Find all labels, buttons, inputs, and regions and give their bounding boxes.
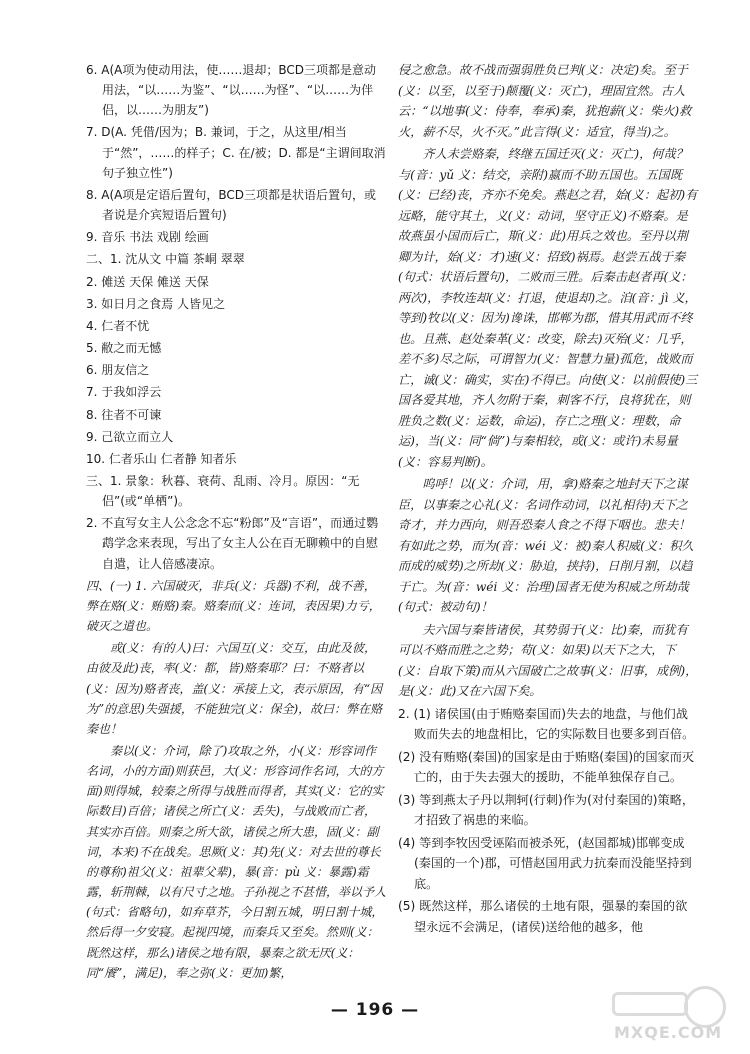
- left-paragraph: 三、1. 景象：秋暮、衰荷、乱雨、冷月。原因：“无侣”(或“单栖”)。: [86, 473, 360, 509]
- right-paragraph: 侵之愈急。故不战而强弱胜负已判(义：决定)矣。至于(义：以至，以至于)颠覆(义：灭亡)，理固宜然。古人云：“以地事(义：侍奉，奉承)秦，犹抱薪(义：柴火)救火，薪不尽，火不灭。”此言得(义：适宜，得当)之。: [398, 63, 692, 139]
- left-paragraph: 10. 仁者乐山 仁者静 知者乐: [86, 451, 237, 466]
- right-paragraph: (3) 等到燕太子丹以荆轲(行刺)作为(对付秦国的)策略，才招致了祸患的来临。: [398, 792, 695, 827]
- left-paragraph: 或(义：有的人)曰：六国互(义：交互，由此及彼，由彼及此)丧，率(义：都，皆)赂秦耶？曰：不赂者以(义：因为)赂者丧，盖(义：承接上文，表示原因，有“因为”的意思)失强援，不能独完(义：保全)，故曰：弊在赂秦也！: [86, 641, 383, 736]
- left-column: [86, 60, 386, 985]
- left-paragraph: 7. D(A. 凭借/因为；B. 兼词，于之，从这里/相当于“然”，……的样子；C. 在/被；D. 都是“主谓间取消句子独立性”): [86, 125, 386, 180]
- right-paragraph: (5) 既然这样，那么诸侯的土地有限，强暴的秦国的欲望永远不会满足，(诸侯)送给他的越多，他: [398, 899, 688, 934]
- right-paragraph: 齐人未尝赂秦，终继五国迁灭(义：灭亡)，何哉？与(音：yǔ 义：结交，亲附)嬴而不助五国也。五国既(义：已经)丧，齐亦不免矣。燕赵之君，始(义：起初)有远略，能守其土，义(义：动词，坚守正义)不赂秦。是故燕虽小国而后亡，斯(义：此)用兵之效也。至丹以荆卿为计，始(义：才)速(义：招致)祸焉。赵尝五战于秦(句式：状语后置句)，二败而三胜。后秦击赵者再(义：两次)，李牧连却(义：打退，使退却)之。洎(音：jì 义，等到)牧以(义：因为)谗诛，邯郸为郡，惜其用武而不终也。且燕、赵处秦革(义：改变，除去)灭殆(义：几乎，差不多)尽之际，可谓智力(义：智慧力量)孤危，战败而亡，诚(义：确实，实在)不得已。向使(义：以前假使)三国各爱其地，齐人勿附于秦，刺客不行，良将犹在，则胜负之数(义：运数，命运)，存亡之理(义：理数，命运)，当(义：同“倘”)与秦相较，或(义：或许)未易量(义：容易判断)。: [398, 147, 698, 469]
- left-paragraph: 3. 如日月之食焉 人皆见之: [86, 296, 226, 311]
- right-column: [398, 60, 698, 939]
- right-paragraph: 呜呼！以(义：介词，用，拿)赂秦之地封天下之谋臣，以事秦之心礼(义：名词作动词，以礼相待)天下之奇才，并力西向，则吾恐秦人食之不得下咽也。悲夫！有如此之势，而为(音：wéi 义：被)秦人积威(义：积久而成的威势)之所劫(义：胁迫，挟持)，日削月割，以趋于亡。为(音：wéi 义：治理)国者无使为积威之所劫哉(句式：被动句)！: [398, 477, 694, 614]
- left-paragraph: 9. 音乐 书法 戏剧 绘画: [86, 230, 209, 245]
- right-paragraph: (4) 等到李牧因受诬陷而被杀死，(赵国都城)邯郸变成(秦国的一个)郡，可惜赵国用武力抗秦而没能坚持到底。: [398, 835, 692, 891]
- right-paragraph: (2) 没有贿赂(秦国)的国家是由于贿赂(秦国)的国家而灭亡的，由于失去强大的援助，不能单独保存自己。: [398, 749, 695, 784]
- left-paragraph: 6. 朋友信之: [86, 363, 150, 378]
- right-paragraph: 夫六国与秦皆诸侯，其势弱于(义：比)秦，而犹有可以不赂而胜之之势；苟(义：如果)以天下之大，下(义：自取下策)而从六国破亡之故事(义：旧事，成例)，是(义：此)又在六国下矣。: [398, 622, 698, 698]
- right-paragraph: 2. (1) 诸侯国(由于贿赂秦国而)失去的地盘，与他们战败而失去的地盘相比，它的实际数目也要多到百倍。: [398, 706, 695, 741]
- left-paragraph: 秦以(义：介词，除了)攻取之外，小(义：形容词作名词，小的方面)则获邑，大(义：形容词作名词，大的方面)则得城，较秦之所得与战胜而得者，其实(义：它的实际数目)百倍；诸侯之所亡(义：丢失)，与战败而亡者，其实亦百倍。则秦之所大欲，诸侯之所大患，固(义：副词，本来)不在战矣。思厥(义：其)先(义：对去世的尊长的尊称)祖父(义：祖辈父辈)，暴(音：pù 义：暴露)霜露，斩荆棘，以有尺寸之地。子孙视之不甚惜，举以予人(句式：省略句)，如弃草芥，今日割五城，明日割十城，然后得一夕安寝。起视四境，而秦兵又至矣。然则(义：既然这样，那么)诸侯之地有限，暴秦之欲无厌(义：同“餍”，满足)，奉之弥(义：更加)繁，: [86, 744, 387, 980]
- left-paragraph: 二、1. 沈从文 中篇 茶峒 翠翠: [86, 252, 245, 267]
- left-paragraph: 2. 不直写女主人公念念不忘“粉郎”及“言语”，而通过鹦鹉学念来表现，写出了女主人公在百无聊赖中的自慰自遣，让人倍感凄凉。: [86, 516, 379, 571]
- left-paragraph: 四、(一) 1. 六国破灭，非兵(义：兵器)不利，战不善，弊在赂(义：贿赂)秦。赂秦而(义：连词，表因果)力亏，破灭之道也。: [86, 578, 381, 634]
- left-paragraph: 8. A(A项是定语后置句，BCD三项都是状语后置句，或者说是介宾短语后置句): [86, 187, 377, 223]
- watermark-bar-shape: [612, 992, 688, 1016]
- left-paragraph: 6. A(A项为使动用法，使……退却；BCD三项都是意动用法，“以……为鉴”、“以……为怪”、“以……为伴侣，以……为朋友”): [86, 63, 377, 118]
- page-number: — 196 —: [330, 1000, 420, 1020]
- watermark-text: MXQE.COM: [614, 1023, 723, 1042]
- left-paragraph: 4. 仁者不忧: [86, 318, 150, 333]
- watermark-logo: [602, 982, 732, 1044]
- left-paragraph: 2. 傩送 天保 傩送 天保: [86, 274, 209, 289]
- watermark-badge-icon: [684, 986, 726, 1028]
- left-paragraph: 7. 于我如浮云: [86, 385, 162, 400]
- left-paragraph: 5. 敝之而无憾: [86, 341, 162, 356]
- left-paragraph: 8. 往者不可谏: [86, 407, 162, 422]
- left-paragraph: 9. 己欲立而立人: [86, 429, 174, 444]
